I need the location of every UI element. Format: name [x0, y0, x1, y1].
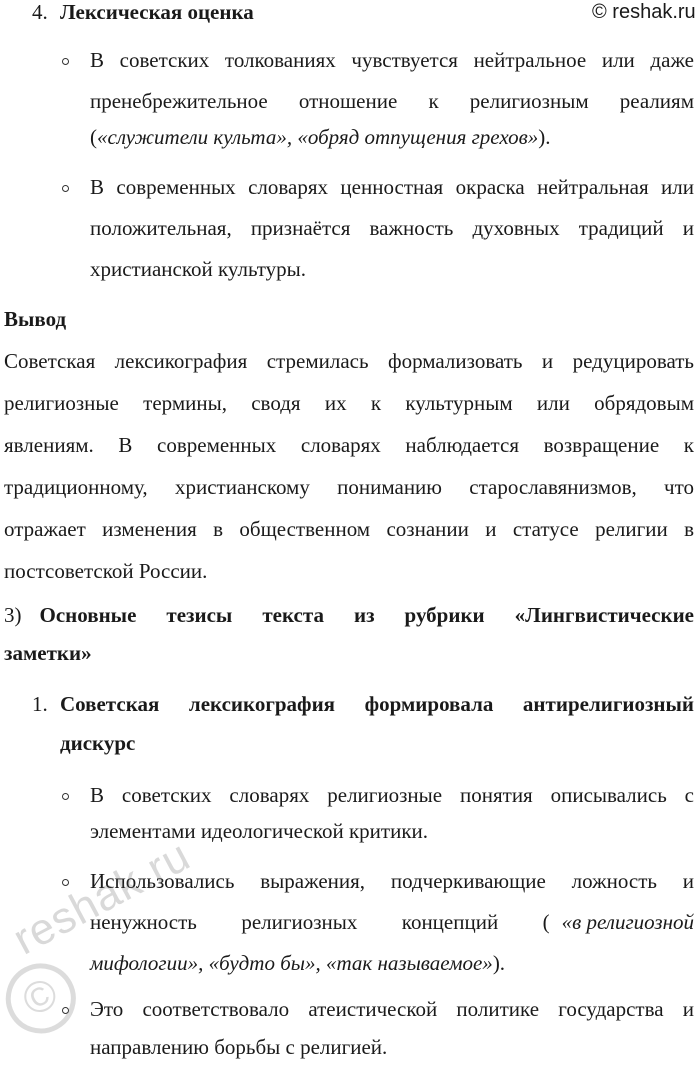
t1-bullet1-line2: элементами идеологической критики.	[90, 819, 429, 843]
t1-bullet2-line2: ненужность религиозных концепций ( «в религиозной	[90, 910, 694, 934]
section3-number: 3)	[4, 603, 22, 627]
thesis-number: 1.	[32, 692, 48, 716]
section3-heading	[4, 605, 694, 626]
t1-bullet2-line1: Использовались выражения, подчеркивающие ложность и	[90, 869, 694, 893]
copyright-icon: ©	[0, 951, 88, 1046]
t1-bullet2-line3: мифологии», «будто бы», «так называемое»).	[90, 951, 506, 975]
conclusion-line: религиозные термины, сводя их к культурным или обрядовым	[4, 391, 694, 415]
watermark-text: reshak.ru	[5, 830, 199, 965]
bullet-icon	[62, 1007, 69, 1014]
s4-bullet2-line3: христианской культуры.	[90, 257, 306, 281]
bullet-icon	[62, 58, 69, 65]
section3-heading-line2: заметки»	[4, 641, 92, 665]
conclusion-line: Советская лексикография стремилась формализовать и редуцировать	[4, 349, 694, 373]
bullet-icon	[62, 185, 69, 192]
s4-bullet2-line1: В современных словарях ценностная окраска нейтральная или	[90, 175, 694, 199]
section-title: Лексическая оценка	[60, 0, 254, 24]
copyright-label: © reshak.ru	[592, 1, 696, 23]
t1-bullet1-line1: В советских словарях религиозные понятия описывались с	[90, 783, 694, 807]
section3-heading-line1: Основные тезисы текста из рубрики «Лингвистические	[39, 603, 694, 627]
section-number: 4.	[32, 0, 48, 24]
conclusion-line: постсоветской России.	[4, 559, 208, 583]
s4-bullet2-line2: положительная, признаётся важность духовных традиций и	[90, 216, 694, 240]
conclusion-heading: Вывод	[4, 307, 67, 331]
s4-bullet1-line3: («служители культа», «обряд отпущения грехов»).	[90, 125, 551, 149]
bullet-icon	[62, 879, 69, 886]
thesis-title-line1: Советская лексикография формировала антирелигиозный	[60, 692, 694, 716]
t1-bullet3-line2: направлению борьбы с религией.	[90, 1035, 388, 1059]
conclusion-line: традиционному, христианскому пониманию старославянизмов, что	[4, 475, 694, 499]
t1-bullet3-line1: Это соответствовало атеистической политике государства и	[90, 997, 694, 1021]
s4-bullet1-line2: пренебрежительное отношение к религиозным реалиям	[90, 89, 694, 113]
thesis-title-line2: дискурс	[60, 731, 136, 755]
s4-bullet1-line1: В советских толкованиях чувствуется нейтральное или даже	[90, 48, 694, 72]
conclusion-line: отражает изменения в общественном сознании и статусе религии в	[4, 517, 694, 541]
bullet-icon	[62, 793, 69, 800]
conclusion-line: явлениям. В современных словарях наблюдается возвращение к	[4, 433, 694, 457]
